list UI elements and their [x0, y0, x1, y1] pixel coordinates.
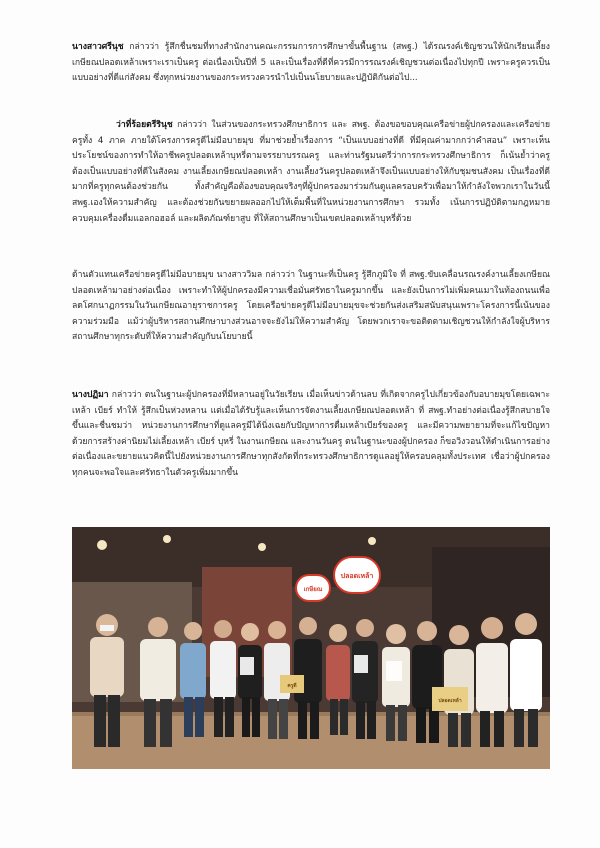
- paragraph-4-lead: นางปฏิมา: [72, 390, 109, 400]
- sign-label-2: ปลอดเหล้า: [340, 572, 374, 580]
- sign-label-3: ครูดี: [287, 683, 297, 689]
- paragraph-3-text: ด้านตัวแทนเครือข่ายครูดีไม่มีอบายมุข นางสาววิมล กล่าวว่า ในฐานะที่เป็นครู รู้สึกภูมิใจ ที่ สพฐ.ขับเคลื่อนรณรงค์งานเลี้ยงเกษียณปลอดเหล้ามาอย่างต่อเนื่อง เพราะทำให้ผู้ปกครองมีความเชื่อมั่นศรัทธาในครูมากขึ้น และยังเป็นการไม่เพิ่มคนเมาในท้องถนนเพื่อลดโศกนาฏกรรมในวันเกษียณอายุราชการครู โดยเครือข่ายครูดีไม่มีอบายมุขจะช่วยกันส่งเสริมสนับสนุนเพราะโครงการนี้เน้นของความร่วมมือ แม้ว่าผู้บริหารสถานศึกษาบางส่วนอาจจะยังไม่ให้ความสำคัญ โดยพวกเราจะขอติดตามเชิญชวนให้กำลังใจผู้บริหารสถานศึกษาทุกระดับที่ให้ความสำคัญกับนโยบายนี้: [72, 270, 550, 343]
- paragraph-3: [72, 268, 550, 346]
- sign-label-4: ปลอดเหล้า: [438, 698, 462, 704]
- group-photo: [72, 527, 550, 769]
- paragraph-1-lead: นางสาวศรีนุช: [72, 42, 124, 52]
- paragraph-2: [72, 118, 550, 227]
- paragraph-2-text: กล่าวว่า ในส่วนของกระทรวงศึกษาธิการ และ สพฐ. ต้องขอขอบคุณเครือข่ายผู้ปกครองและเครือข่ายครูทั้ง 4 ภาค ภายใต้โครงการครูดีไม่มีอบายมุข ที่มาช่วยย้ำเรื่องการ “เป็นแบบอย่างที่ดี ที่มีคุณค่ามากกว่าคำสอน” เพราะเห็นประโยชน์ของการทำให้อาชีพครูปลอดเหล้าบุหรี่ตามจรรยาบรรณครู และท่านรัฐมนตรีว่าการกระทรวงศึกษาธิการ ก็เน้นย้ำว่าครูต้องเป็นแบบอย่างที่ดีในสังคม งานเลี้ยงเกษียณปลอดเหล้า งานเลี้ยงวันครูปลอดเหล้าจึงเป็นแบบอย่างให้กับชุมชนสังคม เป็นเรื่องที่ดีมากที่ครูทุกคนต้องช่วยกัน ทั้งสำคัญคือต้องขอบคุณจริงๆที่ผู้ปกครองมาร่วมกันดูแลครอบครัวเพื่อมาให้กำลังใจพวกเราในวันนี้ สพฐ.เองให้ความสำคัญ และต้องช่วยกันขยายผลออกไปให้เต็มพื้นที่ในหน่วยงานการศึกษา รวมทั้ง เน้นการปฏิบัติตามกฎหมายควบคุมเครื่องดื่มแอลกอฮอล์ และผลิตภัณฑ์ยาสูบ ที่ให้สถานศึกษาเป็นเขตปลอดเหล้าบุหรี่ด้วย: [72, 120, 550, 224]
- group-photo-illustration: [72, 527, 550, 769]
- paragraph-4-text: กล่าวว่า ตนในฐานะผู้ปกครองที่มีหลานอยู่ในวัยเรียน เมื่อเห็นข่าวด้านลบ ที่เกิดจากครูไปเกี่ยวข้องกับอบายมุขโดยเฉพาะเหล้า เบียร์ ทำให้ รู้สึกเป็นห่วงหลาน แต่เมื่อได้รับรู้และเห็นการจัดงานเลี้ยงเกษียณปลอดเหล้า ที่ สพฐ.ทำอย่างต่อเนื่องรู้สึกสบายใจขึ้นและชื่นชมว่า หน่วยงานการศึกษาที่ดูแลครูมีได้นิ่งเฉยกับปัญหาการดื่มเหล้าเบียร์ของครู และมีความพยายามที่จะแก้ไขปัญหาด้วยการสร้างค่านิยมไม่เลี้ยงเหล้า เบียร์ บุหรี่ ในงานเกษียณ และงานวันครู ตนในฐานะของผู้ปกครอง ก็ขอวิงวอนให้ดำเนินการอย่างต่อเนื่องและขยายแนวคิดนี้ไปยังหน่วยงานการศึกษาทุกสังกัดที่กระทรวงศึกษาธิการดูแลอยู่ให้ครอบคลุมทั้งประเทศ เชื่อว่าผู้ปกครองทุกคนจะพอใจและศรัทธาในตัวครูเพิ่มมากขึ้น: [72, 390, 550, 478]
- sign-label-1: เกษียณ: [303, 586, 323, 593]
- paragraph-4: [72, 388, 550, 482]
- paragraph-2-lead: ว่าที่ร้อยตรีรินุช: [116, 120, 173, 130]
- paragraph-1-text: กล่าวว่า รู้สึกชื่นชมที่ทางสำนักงานคณะกรรมการการศึกษาขั้นพื้นฐาน (สพฐ.) ได้รณรงค์เชิญชวนให้นักเรียนเลี้ยงเกษียณปลอดเหล้าเพราะเราเป็นครู ต่อเนื่องเป็นปีที่ 5 และเป็นเรื่องที่ดีที่ควรมีการรณรงค์เชิญชวนต่อเนื่องไปทุกปี เพราะครูควรเป็นแบบอย่างที่ดีแก่สังคม ซึ่งทุกหน่วยงานของกระทรวงควรนำไปเป็นนโยบายและปฏิบัติกันต่อไป...: [72, 42, 550, 84]
- paragraph-1: [72, 40, 550, 87]
